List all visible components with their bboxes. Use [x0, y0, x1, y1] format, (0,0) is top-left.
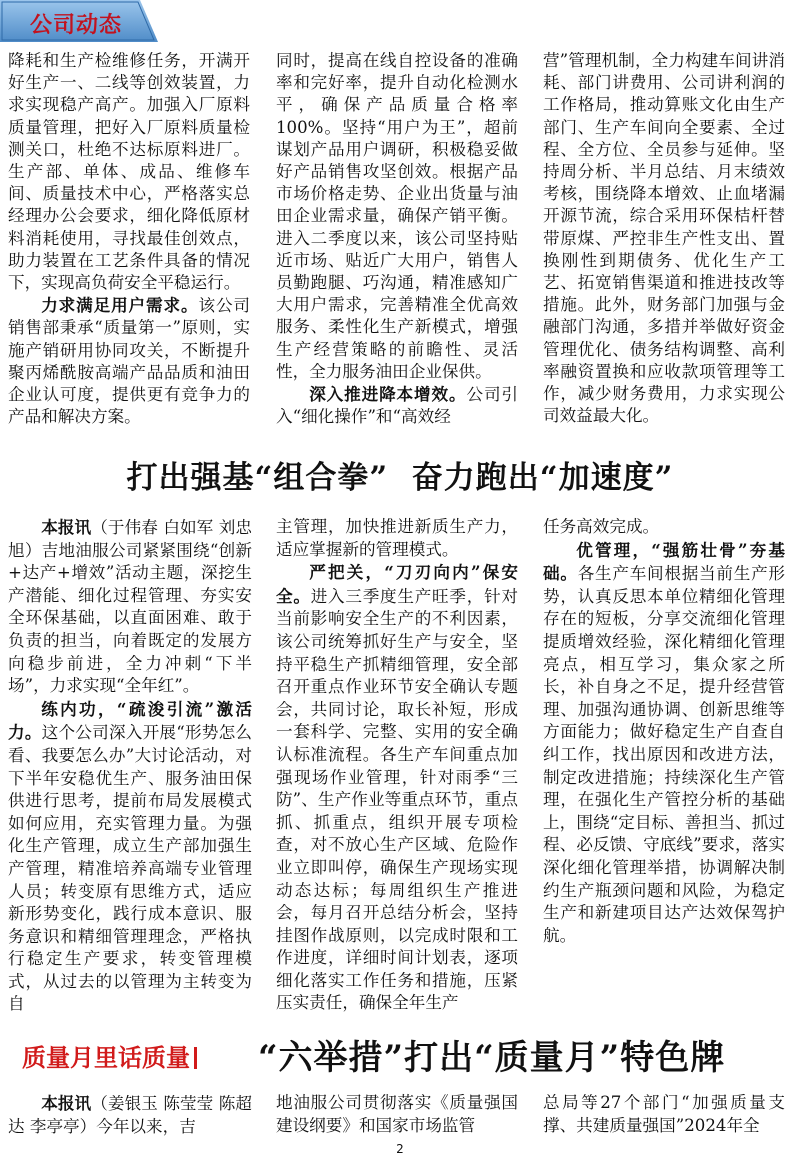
headline-strong-foundation: 打出强基“组合拳” 奋力跑出“加速度”: [126, 460, 674, 496]
article2-paragraph-text: 进入三季度生产旺季，针对当前影响安全生产的不利因素，该公司统筹抓好生产与安全，坚持平稳生产抓精细管理，安全部召开重点作业环节安全确认专题会，共同讨论，取长补短，形成一套科学、完整、实用的安全确认标准流程。各生产车间重点加强现场作业管理，针对雨季“三防”、生产作业等重点环节，重点抓、抓重点，组织开展专项检查，对不放心生产区域、危险作业立即叫停，确保生产现场实现动态达标；每周组织生产推进会，每月召开总结分析会，坚持挂图作战原则，以完成时限和工作进度，详细时间计划表，逐项细化落实工作任务和措施，压紧压实责任，确保全年生产: [276, 586, 519, 1013]
article3-column-3: [543, 1092, 785, 1137]
article2-paragraph: [543, 539, 785, 948]
article1-paragraph-text: 公司引入“细化操作”和“高效经: [276, 385, 519, 427]
article1-paragraph: 同时，提高在线自控设备的准确率和完好率，提升自动化检测水平，确保产品质量合格率100%。坚持“用户为王”，超前谋划产品用户调研，积极稳妥做好产品销售攻坚创效。根据产品市场价格走势、企业出货量与油田企业需求量，确保产销平衡。进入二季度以来，该公司坚持贴近市场、贴近广大用户，销售人员勤跑腿、巧沟通，精准感知广大用户需求，完善精准全优高效服务、柔性化生产新模式，增强生产经营策略的前瞻性、灵活性，全力服务油田企业保供。: [276, 51, 518, 381]
article2-paragraph: 任务高效完成。: [543, 517, 660, 536]
article1-subheading: 深入推进降本增效。: [309, 384, 467, 405]
column-brand-label: 质量月里话质量: [22, 1044, 190, 1072]
article2-subheading: 优管理，“强筋壮骨”夯基础。: [543, 539, 785, 584]
article1-column-1: [8, 50, 250, 428]
article2-column-3: [543, 516, 785, 947]
article2-paragraph-text: 这个公司深入开展“形势怎么看、我要怎么办”大讨论活动，对下半年安稳优生产、服务油田保供进行思考，提前布局发展模式如何应用，充实管理力量。为强化生产管理，成立生产部加强生产管理，精准培养高端专业管理人员；转变原有思维方式，适应新形势变化，践行成本意识、服务意识和精细管理理念，严格执行稳定生产要求，转变管理模式，从过去的以管理为主转变为自: [8, 723, 253, 1014]
page-number: 2: [396, 1142, 404, 1156]
article3-byline: 本报讯: [41, 1093, 92, 1113]
article3-paragraph-text: （姜银玉 陈莹莹 陈超达 李亭亭）今年以来，吉: [8, 1094, 252, 1136]
article2-paragraph: [8, 698, 252, 1016]
article3-paragraph: 总局等27个部门“加强质量支撑、共建质量强国”2024年全: [543, 1093, 785, 1135]
article1-paragraph: 降耗和生产检维修任务，开满开好生产一、二线等创效装置，力求实现稳产高产。加强入厂原料质量管理，把好入厂原料质量检测关口，杜绝不达标原料进厂。生产部、单体、成品、维修车间、质量技术中心，严格落实总经理办公会要求，细化降低原材料消耗使用，寻找最佳创效点，助力装置在工艺条件具备的情况下，实现高负荷安全平稳运行。: [8, 51, 250, 293]
article2-paragraph: 主管理，加快推进新质生产力，适应掌握新的管理模式。: [276, 517, 518, 559]
article1-subheading: 力求满足用户需求。: [41, 295, 199, 316]
article3-column-1: [8, 1092, 252, 1138]
article3-column-2: [276, 1092, 518, 1137]
brand-divider: [194, 1047, 197, 1069]
article1-paragraph-text: 该公司销售部秉承“质量第一”原则，实施产销研用协同攻关，不断提升聚丙烯酰胺高端产品品质和油田企业认可度，提供更有竞争力的产品和解决方案。: [8, 296, 251, 427]
section-tag-label: 公司动态: [30, 13, 123, 38]
article1-paragraph: 营”管理机制，全力构建车间讲消耗、部门讲费用、公司讲利润的工作格局，推动算账文化由生产部门、生产车间向全要素、全过程、全方位、全员参与延伸。坚持周分析、半月总结、月末绩效考核，围绕降本增效、止血堵漏开源节流，综合采用环保桔杆替带原煤、严控非生产性支出、置换刚性到期债务、优化生产工艺、拓宽销售渠道和推进技改等措施。此外，财务部门加强与金融部门沟通，多措并举做好资金管理优化、债务结构调整、高利率融资置换和应收款项管理等工作，减少财务费用，力求实现公司效益最大化。: [543, 51, 785, 426]
article2-paragraph: [276, 561, 518, 1015]
article3-paragraph: [8, 1092, 252, 1138]
article2-paragraph: [8, 516, 252, 698]
article2-subheading: 严把关，“刀刃向内”保安全。: [276, 562, 518, 606]
article2-paragraph-text: （于伟春 白如军 刘忠旭）吉地油服公司紧紧围绕“创新+达产+增效”活动主题，深挖生产潜能、细化过程管理、夯实安全环保基础，以直面困难、敢于负责的担当，向着既定的发展方向稳步前进，全力冲刺“下半场”，力求实现“全年红”。: [8, 518, 252, 696]
article1-column-2: [276, 50, 518, 428]
article2-byline: 本报讯: [41, 517, 92, 537]
article2-column-1: [8, 516, 252, 1016]
article1-column-3: [543, 50, 785, 427]
article2-subheading: 练内功，“疏浚引流”激活力。: [8, 698, 252, 743]
article2-paragraph-text: 各生产车间根据当前生产形势，认真反思本单位精细化管理存在的短板，分享交流细化管理提质增效经验，深化精细化管理亮点，相互学习，集众家之所长，补自身之不足，提升经营管理、加强沟通协调、创新思维等方面能力；做好稳定生产自查自纠工作，找出原因和改进方法，制定改进措施；持续深化生产管理，在强化生产管控分析的基础上，围绕“定目标、善担当、抓过程、必反馈、守底线”要求，落实深化细化管理举措，协调解决制约生产瓶颈问题和风险，为稳定生产和新建项目达产达效保驾护航。: [543, 564, 786, 945]
column-brand-quality-month: [22, 1038, 197, 1073]
article1-paragraph: [8, 294, 250, 428]
article1-paragraph: [276, 383, 518, 428]
headline-six-measures: “六举措”打出“质量月”特色牌: [258, 1038, 726, 1078]
article3-paragraph: 地油服公司贯彻落实《质量强国建设纲要》和国家市场监管: [276, 1093, 518, 1135]
section-tag: [0, 0, 158, 42]
article2-column-2: [276, 516, 518, 1015]
